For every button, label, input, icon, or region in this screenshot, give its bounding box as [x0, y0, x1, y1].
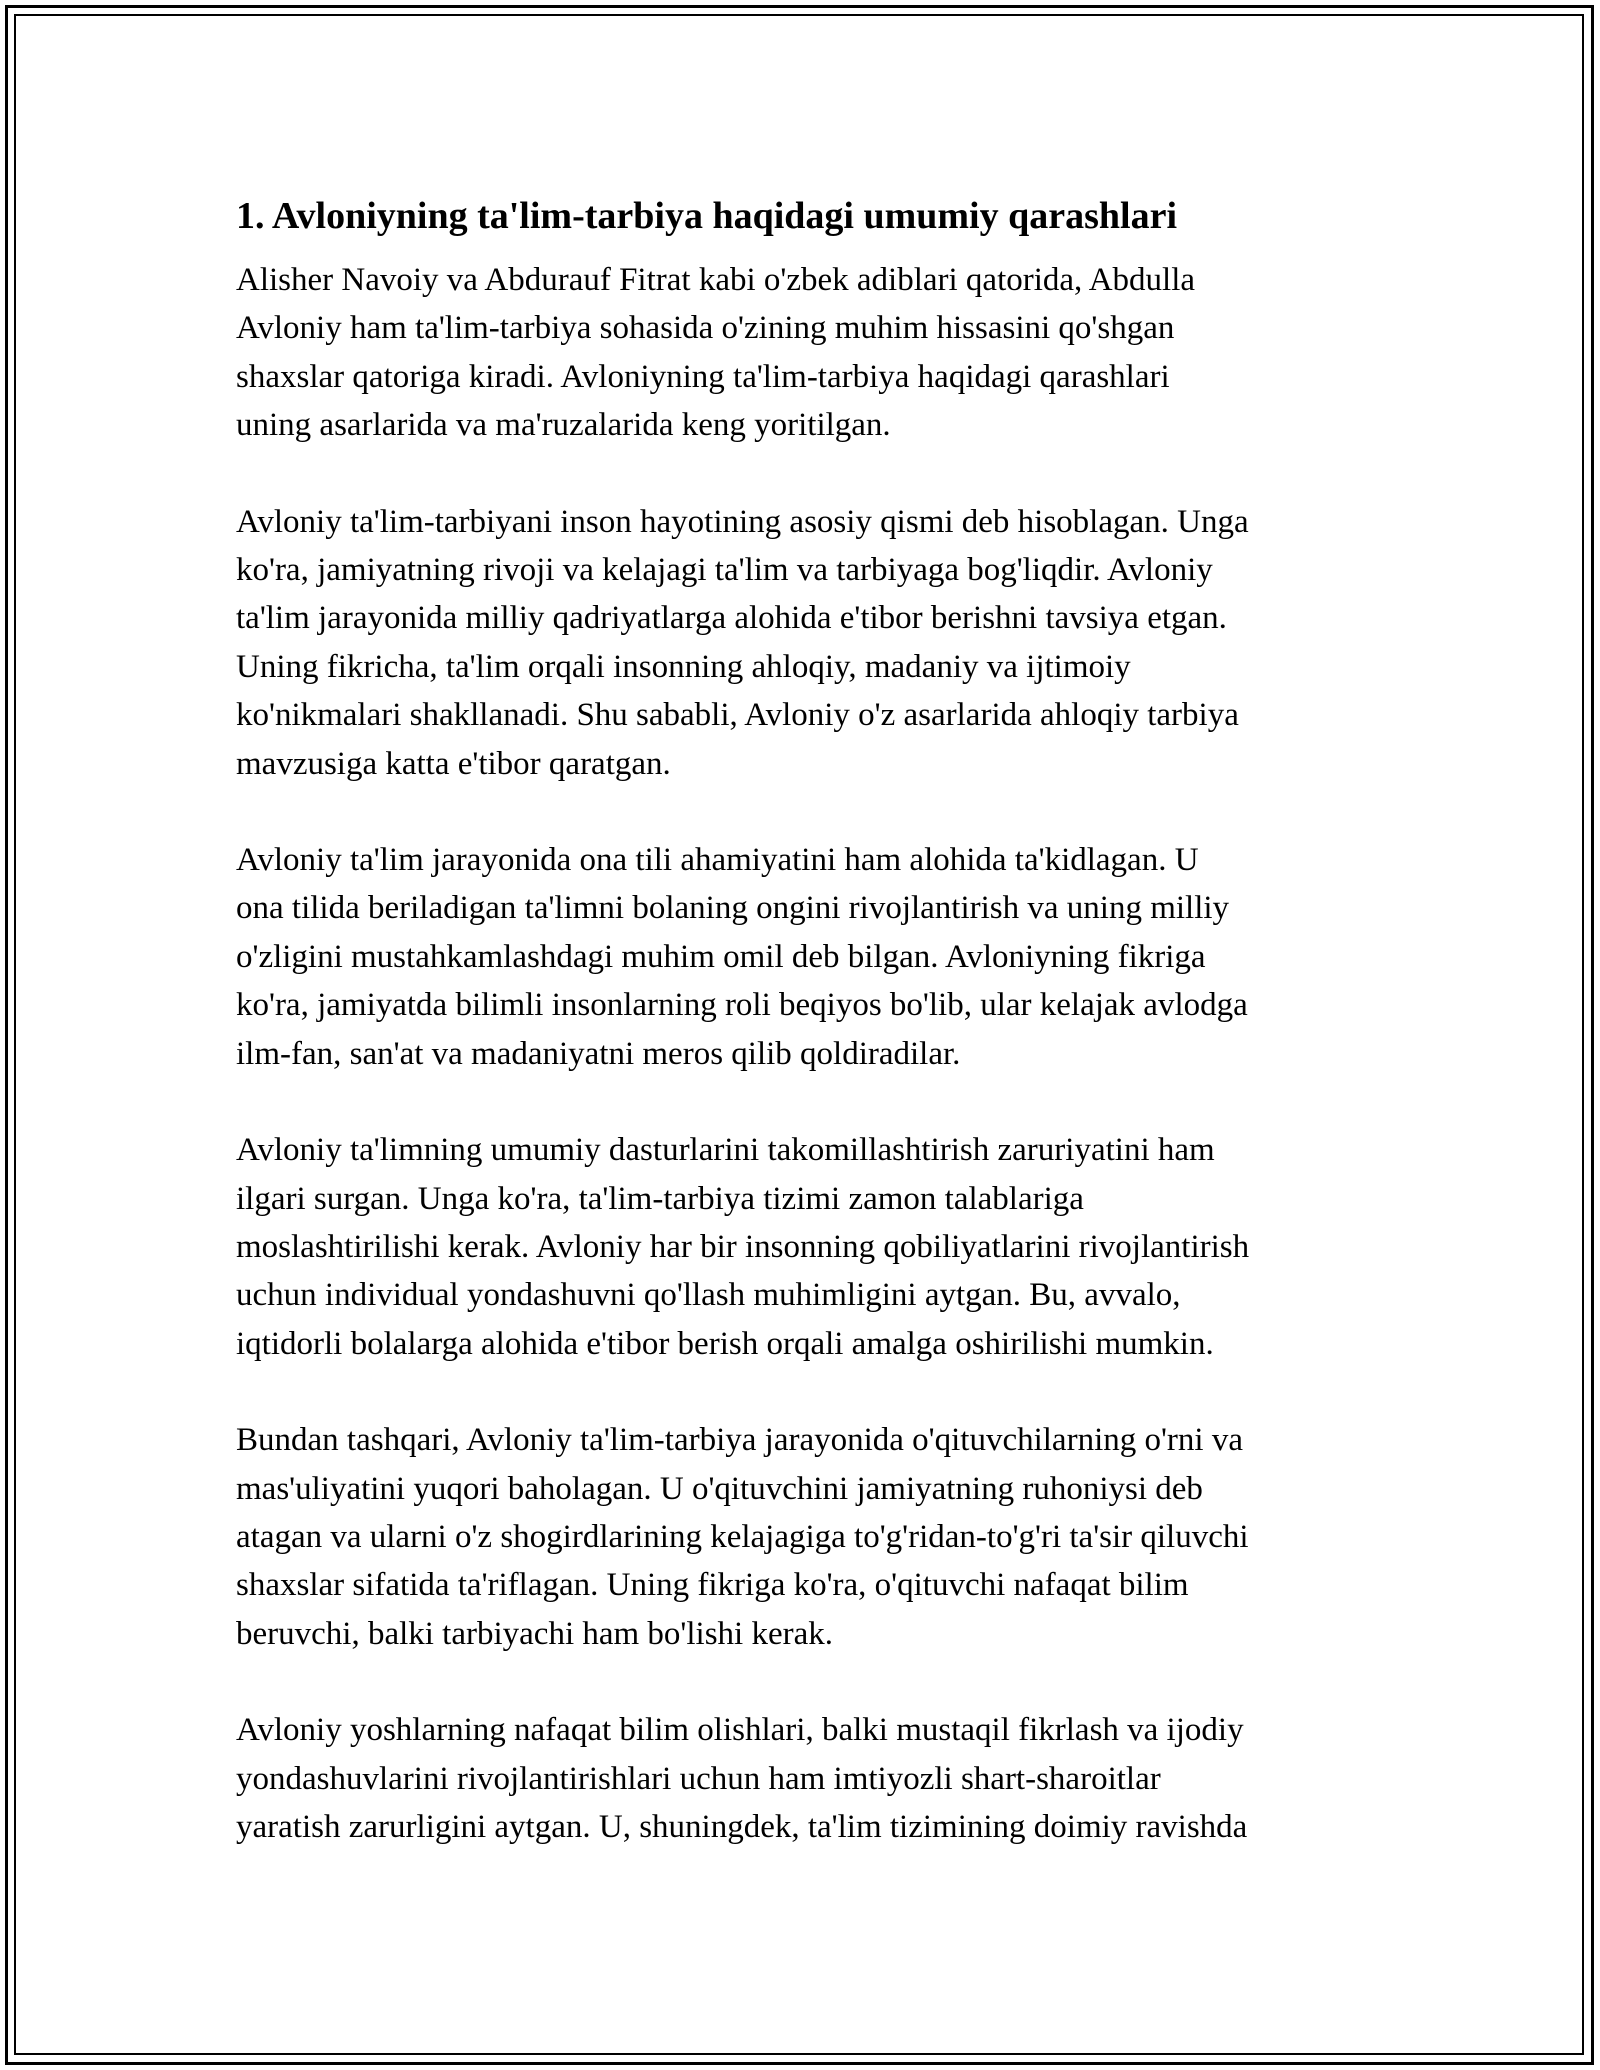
paragraph-5 — [236, 1416, 1376, 1658]
text-line: uning asarlarida va ma'ruzalarida keng yoritilgan. — [236, 407, 891, 444]
paragraph-3 — [236, 836, 1376, 1078]
section-heading: 1. Avloniyning ta'lim-tarbiya haqidagi umumiy qarashlari — [236, 195, 1178, 237]
text-line: shaxslar sifatida ta'riflagan. Uning fikriga ko'ra, o'qituvchi nafaqat bilim — [236, 1567, 1189, 1604]
text-line: ilgari surgan. Unga ko'ra, ta'lim-tarbiya tizimi zamon talablariga — [236, 1180, 1084, 1217]
paragraph-2 — [236, 498, 1376, 788]
text-line: mas'uliyatini yuqori baholagan. U o'qituvchini jamiyatning ruhoniysi deb — [236, 1470, 1203, 1507]
text-line: Uning fikricha, ta'lim orqali insonning ahloqiy, madaniy va ijtimoiy — [236, 648, 1131, 685]
text-line: ko'nikmalari shakllanadi. Shu sababli, Avloniy o'z asarlarida ahloqiy tarbiya — [236, 697, 1239, 734]
paragraph-6 — [236, 1706, 1376, 1851]
text-line: ko'ra, jamiyatning rivoji va kelajagi ta'lim va tarbiyaga bog'liqdir. Avloniy — [236, 552, 1213, 589]
text-line: ko'ra, jamiyatda bilimli insonlarning roli beqiyos bo'lib, ular kelajak avlodga — [236, 987, 1248, 1024]
text-line: shaxslar qatoriga kiradi. Avloniyning ta'lim-tarbiya haqidagi qarashlari — [236, 358, 1170, 395]
text-line: yaratish zarurligini aytgan. U, shuningdek, ta'lim tizimining doimiy ravishda — [236, 1808, 1248, 1845]
document-body — [236, 190, 1376, 1899]
text-line: iqtidorli bolalarga alohida e'tibor berish orqali amalga oshirilishi mumkin. — [236, 1325, 1214, 1362]
text-line: ilm-fan, san'at va madaniyatni meros qilib qoldiradilar. — [236, 1035, 961, 1072]
text-line: Avloniy ta'lim jarayonida ona tili ahamiyatini ham alohida ta'kidlagan. U — [236, 842, 1199, 879]
text-line: Avloniy ta'lim-tarbiyani inson hayotining asosiy qismi deb hisoblagan. Unga — [236, 503, 1249, 540]
text-line: mavzusiga katta e'tibor qaratgan. — [236, 745, 671, 782]
text-line: beruvchi, balki tarbiyachi ham bo'lishi kerak. — [236, 1615, 834, 1652]
text-line: Avloniy ham ta'lim-tarbiya sohasida o'zining muhim hissasini qo'shgan — [236, 310, 1175, 347]
text-line: ona tilida beriladigan ta'limni bolaning ongini rivojlantirish va uning milliy — [236, 890, 1230, 927]
text-line: atagan va ularni o'z shogirdlarining kelajagiga to'g'ridan-to'g'ri ta'sir qiluvchi — [236, 1518, 1249, 1555]
text-line: ta'lim jarayonida milliy qadriyatlarga alohida e'tibor berishni tavsiya etgan. — [236, 600, 1227, 637]
text-line: Bundan tashqari, Avloniy ta'lim-tarbiya jarayonida o'qituvchilarning o'rni va — [236, 1422, 1243, 1459]
paragraph-4 — [236, 1126, 1376, 1368]
text-line: Avloniy yoshlarning nafaqat bilim olishlari, balki mustaqil fikrlash va ijodiy — [236, 1712, 1244, 1749]
text-line: moslashtirilishi kerak. Avloniy har bir insonning qobiliyatlarini rivojlantirish — [236, 1228, 1250, 1265]
paragraph-1 — [236, 256, 1376, 450]
text-line: yondashuvlarini rivojlantirishlari uchun ham imtiyozli shart-sharoitlar — [236, 1760, 1161, 1797]
text-line: uchun individual yondashuvni qo'llash muhimligini aytgan. Bu, avvalo, — [236, 1277, 1181, 1314]
text-line: Avloniy ta'limning umumiy dasturlarini takomillashtirish zaruriyatini ham — [236, 1132, 1215, 1169]
text-line: Alisher Navoiy va Abdurauf Fitrat kabi o'zbek adiblari qatorida, Abdulla — [236, 262, 1196, 298]
text-line: o'zligini mustahkamlashdagi muhim omil deb bilgan. Avloniyning fikriga — [236, 938, 1206, 975]
